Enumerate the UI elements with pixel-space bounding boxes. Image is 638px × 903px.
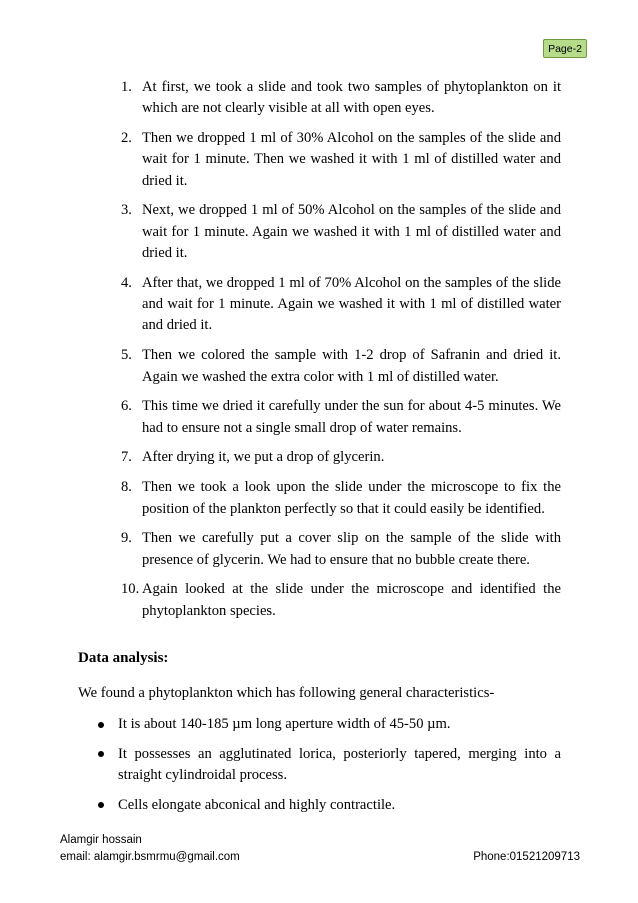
list-item <box>97 744 561 787</box>
bullet-text: It is about 140-185 µm long aperture width of 45-50 µm. <box>118 716 451 732</box>
section-title: Data analysis: <box>78 650 169 666</box>
section-intro: We found a phytoplankton which has following general characteristics- <box>78 685 495 701</box>
list-item <box>121 273 561 337</box>
step-number: 7. <box>121 449 132 466</box>
author-name: Alamgir hossain <box>60 834 142 846</box>
list-item <box>121 396 561 439</box>
step-text: Again looked at the slide under the microscope and identified the phytoplankton species. <box>142 581 561 619</box>
step-number: 6. <box>121 398 132 415</box>
page-footer <box>60 832 580 866</box>
list-item <box>121 528 561 571</box>
bullet-icon <box>98 802 104 808</box>
step-number: 4. <box>121 274 132 291</box>
list-item <box>121 77 561 120</box>
step-number: 2. <box>121 130 132 147</box>
bullet-text: It possesses an agglutinated lorica, posteriorly tapered, merging into a straight cylindroidal process. <box>118 745 561 784</box>
list-item <box>121 345 561 388</box>
step-text: Then we colored the sample with 1-2 drop of Safranin and dried it. Again we washed the extra color with 1 ml of distilled water. <box>142 347 561 385</box>
characteristics-list <box>97 714 561 825</box>
step-text: Then we took a look upon the slide under the microscope to fix the position of the plankton perfectly so that it could easily be identified. <box>142 479 561 517</box>
list-item <box>121 579 561 622</box>
step-text: At first, we took a slide and took two samples of phytoplankton on it which are not clearly visible at all with open eyes. <box>142 79 561 117</box>
step-number: 1. <box>121 79 132 95</box>
list-item <box>121 447 561 468</box>
procedure-steps-list <box>121 77 561 631</box>
step-text: Next, we dropped 1 ml of 50% Alcohol on the samples of the slide and wait for 1 minute. Again we washed it with 1 ml of distilled water and dried it. <box>142 202 561 262</box>
list-item <box>97 795 561 816</box>
list-item <box>121 477 561 520</box>
list-item <box>97 714 561 735</box>
step-number: 5. <box>121 347 132 364</box>
step-text: Then we carefully put a cover slip on the sample of the slide with presence of glycerin. We had to ensure that no bubble create there. <box>142 530 561 568</box>
bullet-text: Cells elongate abconical and highly contractile. <box>118 796 396 813</box>
list-item <box>121 128 561 192</box>
list-item <box>121 200 561 264</box>
author-email: email: alamgir.bsmrmu@gmail.com <box>60 851 240 863</box>
bullet-icon <box>98 722 104 728</box>
step-text: Then we dropped 1 ml of 30% Alcohol on the samples of the slide and wait for 1 minute. Then we washed it with 1 ml of distilled water and dried it. <box>142 130 561 189</box>
step-text: After that, we dropped 1 ml of 70% Alcohol on the samples of the slide and wait for 1 minute. Again we washed it with 1 ml of distilled water and dried it. <box>142 274 561 334</box>
step-number: 10. <box>121 581 140 598</box>
bullet-icon <box>98 751 104 757</box>
author-phone: Phone:01521209713 <box>473 851 580 863</box>
page-number-badge: Page-2 <box>543 39 587 58</box>
step-text: This time we dried it carefully under the sun for about 4-5 minutes. We had to ensure not a single small drop of water remains. <box>142 398 561 436</box>
step-number: 8. <box>121 479 132 496</box>
step-number: 3. <box>121 202 132 219</box>
step-text: After drying it, we put a drop of glycerin. <box>142 449 385 466</box>
step-number: 9. <box>121 530 132 547</box>
